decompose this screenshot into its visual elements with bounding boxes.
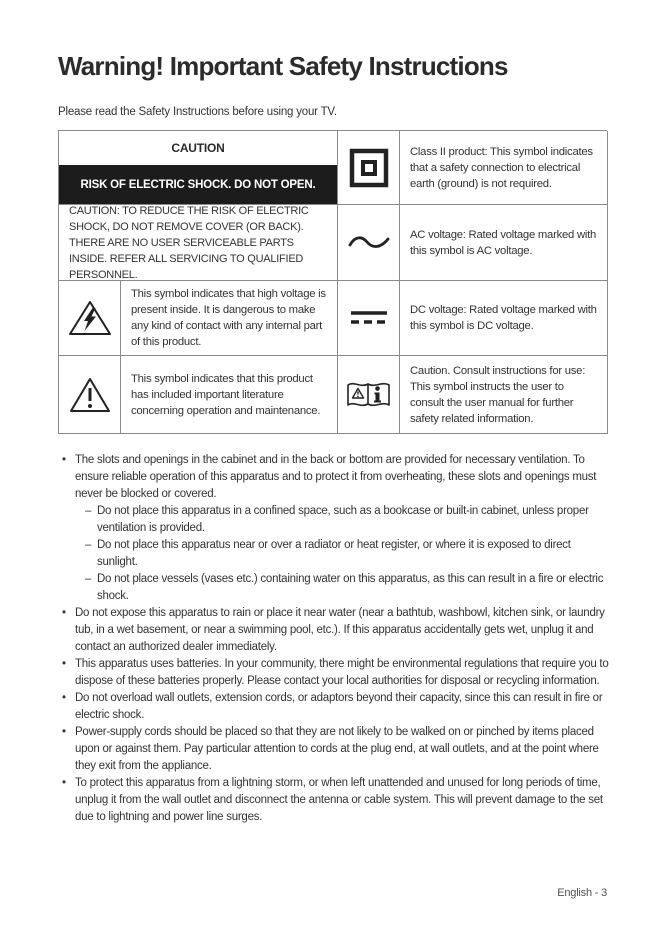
safety-symbols-table — [58, 130, 607, 434]
consult-manual-icon — [338, 356, 400, 434]
caution-header: CAUTION — [171, 141, 225, 155]
high-voltage-note: This symbol indicates that high voltage is present inside. It is dangerous to make any kind of contact with any internal part of this product. — [121, 281, 338, 356]
list-item-text: This apparatus uses batteries. In your community, there might be environmental regulations that require you to dispose of these batteries properly. Please contact your local authorities for disposal or recycling information. — [75, 658, 609, 687]
list-item — [58, 452, 610, 605]
ac-voltage-icon — [338, 205, 400, 281]
class2-icon — [338, 131, 400, 205]
dc-voltage-description: DC voltage: Rated voltage marked with this symbol is DC voltage. — [400, 281, 608, 356]
list-item-text: Do not overload wall outlets, extension cords, or adaptors beyond their capacity, since this can result in fire or electric shock. — [75, 692, 603, 721]
ac-voltage-description: AC voltage: Rated voltage marked with this symbol is AC voltage. — [400, 205, 608, 281]
list-item — [58, 775, 610, 826]
intro-text: Please read the Safety Instructions before using your TV. — [58, 106, 337, 118]
page-number: English - 3 — [557, 887, 607, 899]
caution-notice: CAUTION: TO REDUCE THE RISK OF ELECTRIC SHOCK, DO NOT REMOVE COVER (OR BACK). THERE ARE NO USER SERVICEABLE PARTS INSIDE. REFER ALL SERVICING TO QUALIFIED PERSONNEL. — [59, 205, 338, 281]
list-item-text: Power-supply cords should be placed so that they are not likely to be walked on or pinched by items placed upon or against them. Pay particular attention to cords at the plug end, at wall outlets, and at the point where they exit from the appliance. — [75, 726, 599, 772]
list-item-text: To protect this apparatus from a lightning storm, or when left unattended and unused for long periods of time, unplug it from the wall outlet and disconnect the antenna or cable system. This will prevent damage to the set due to lightning and power line surges. — [75, 777, 603, 823]
dc-voltage-icon — [338, 281, 400, 356]
list-item — [58, 690, 610, 724]
sub-list-item: – Do not place this apparatus near or over a radiator or heat register, or where it is exposed to direct sunlight. — [85, 537, 610, 571]
high-voltage-icon — [59, 281, 121, 356]
class2-description: Class II product: This symbol indicates that a safety connection to electrical earth (ground) is not required. — [400, 131, 608, 205]
ventilation-sub-list — [85, 503, 610, 605]
consult-manual-description: Caution. Consult instructions for use: This symbol instructs the user to consult the user manual for further safety related information. — [400, 356, 608, 434]
list-item — [58, 656, 610, 690]
safety-instructions-list — [58, 452, 610, 826]
sub-list-item: – Do not place vessels (vases etc.) containing water on this apparatus, as this can result in a fire or electric shock. — [85, 571, 610, 605]
list-item — [58, 605, 610, 656]
list-item-text: The slots and openings in the cabinet and in the back or bottom are provided for necessary ventilation. To ensure reliable operation of this apparatus and to protect it from overheating, these slots and openings must never be blocked or covered. — [75, 454, 597, 500]
caution-header-cell — [59, 131, 338, 205]
electric-shock-banner: RISK OF ELECTRIC SHOCK. DO NOT OPEN. — [59, 165, 337, 204]
literature-note: This symbol indicates that this product has included important literature concerning operation and maintenance. — [121, 356, 338, 434]
list-item — [58, 724, 610, 775]
list-item-text: Do not expose this apparatus to rain or place it near water (near a bathtub, washbowl, kitchen sink, or laundry tub, in a wet basement, or near a swimming pool, etc.). If this apparatus accidentally gets wet, unplug it and contact an authorized dealer immediately. — [75, 607, 605, 653]
attention-icon — [59, 356, 121, 434]
page-title: Warning! Important Safety Instructions — [58, 51, 508, 81]
sub-list-item: – Do not place this apparatus in a confined space, such as a bookcase or built-in cabinet, unless proper ventilation is provided. — [85, 503, 610, 537]
